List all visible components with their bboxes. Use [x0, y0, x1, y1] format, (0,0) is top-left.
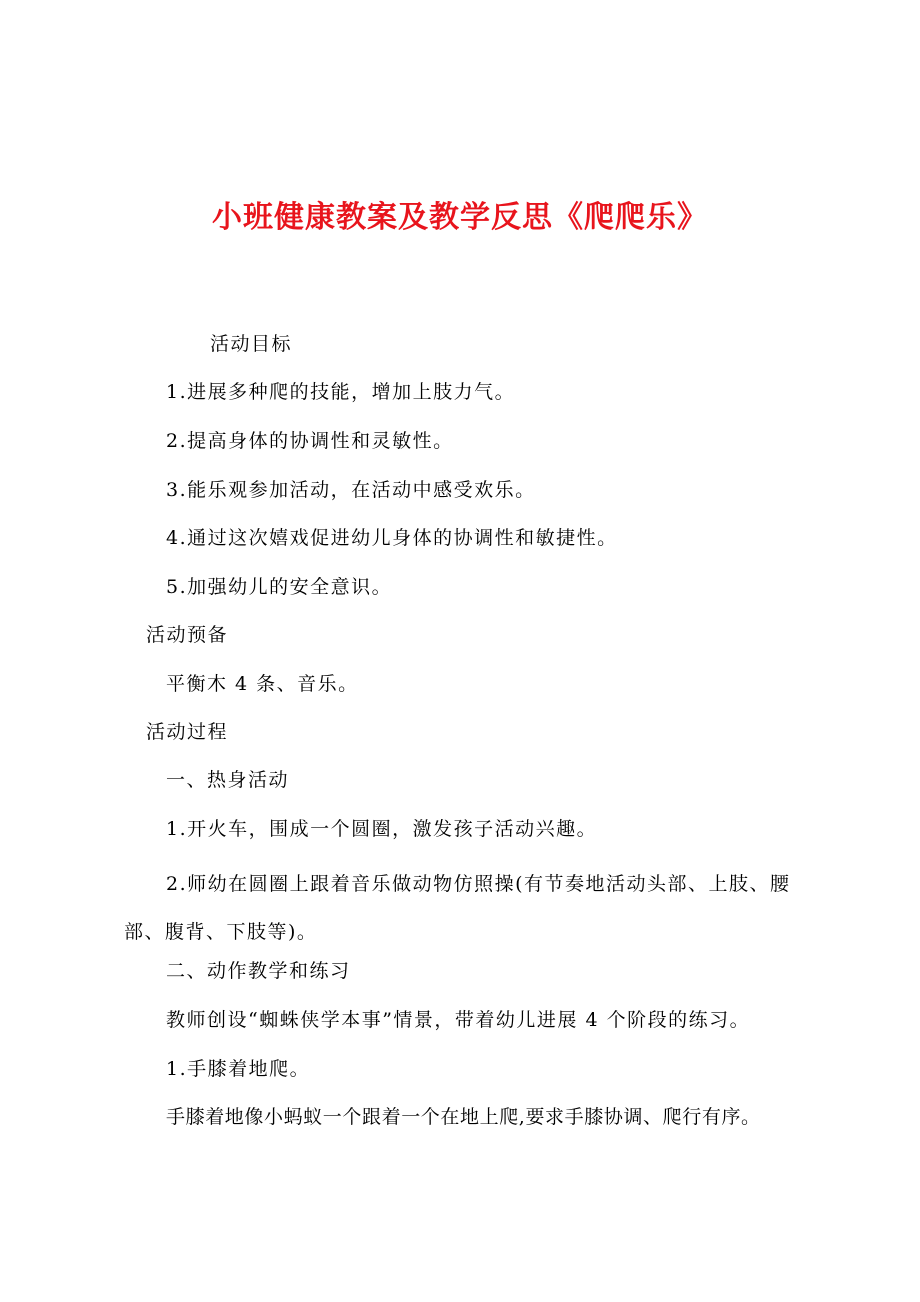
process-paragraph: 2.师幼在圆圈上跟着音乐做动物仿照操(有节奏地活动头部、上肢、腰部、腹背、下肢等)。 [124, 873, 791, 943]
preparation-text: 平衡木 4 条、音乐。 [166, 673, 359, 695]
goal-item: 2.提高身体的协调性和灵敏性。 [166, 430, 454, 452]
section-heading-process: 活动过程 [146, 721, 229, 743]
goal-item: 1.进展多种爬的技能，增加上肢力气。 [166, 381, 516, 403]
process-item: 1.开火车，围成一个圆圈，激发孩子活动兴趣。 [166, 818, 598, 840]
practice-intro: 教师创设“蜘蛛侠学本事”情景，带着幼儿进展 4 个阶段的练习。 [166, 1009, 751, 1031]
subsection-heading-practice: 二、动作教学和练习 [166, 960, 351, 982]
practice-description: 手膝着地像小蚂蚁一个跟着一个在地上爬,要求手膝协调、爬行有序。 [166, 1106, 761, 1128]
subsection-heading-warmup: 一、热身活动 [166, 769, 290, 791]
section-heading-goals: 活动目标 [210, 333, 293, 355]
practice-item: 1.手膝着地爬。 [166, 1058, 311, 1080]
goal-item: 5.加强幼儿的安全意识。 [166, 576, 393, 598]
document-title: 小班健康教案及教学反思《爬爬乐》 [212, 200, 708, 235]
goal-item: 3.能乐观参加活动，在活动中感受欢乐。 [166, 479, 536, 501]
section-heading-preparation: 活动预备 [146, 624, 229, 646]
goal-item: 4.通过这次嬉戏促进幼儿身体的协调性和敏捷性。 [166, 527, 618, 549]
